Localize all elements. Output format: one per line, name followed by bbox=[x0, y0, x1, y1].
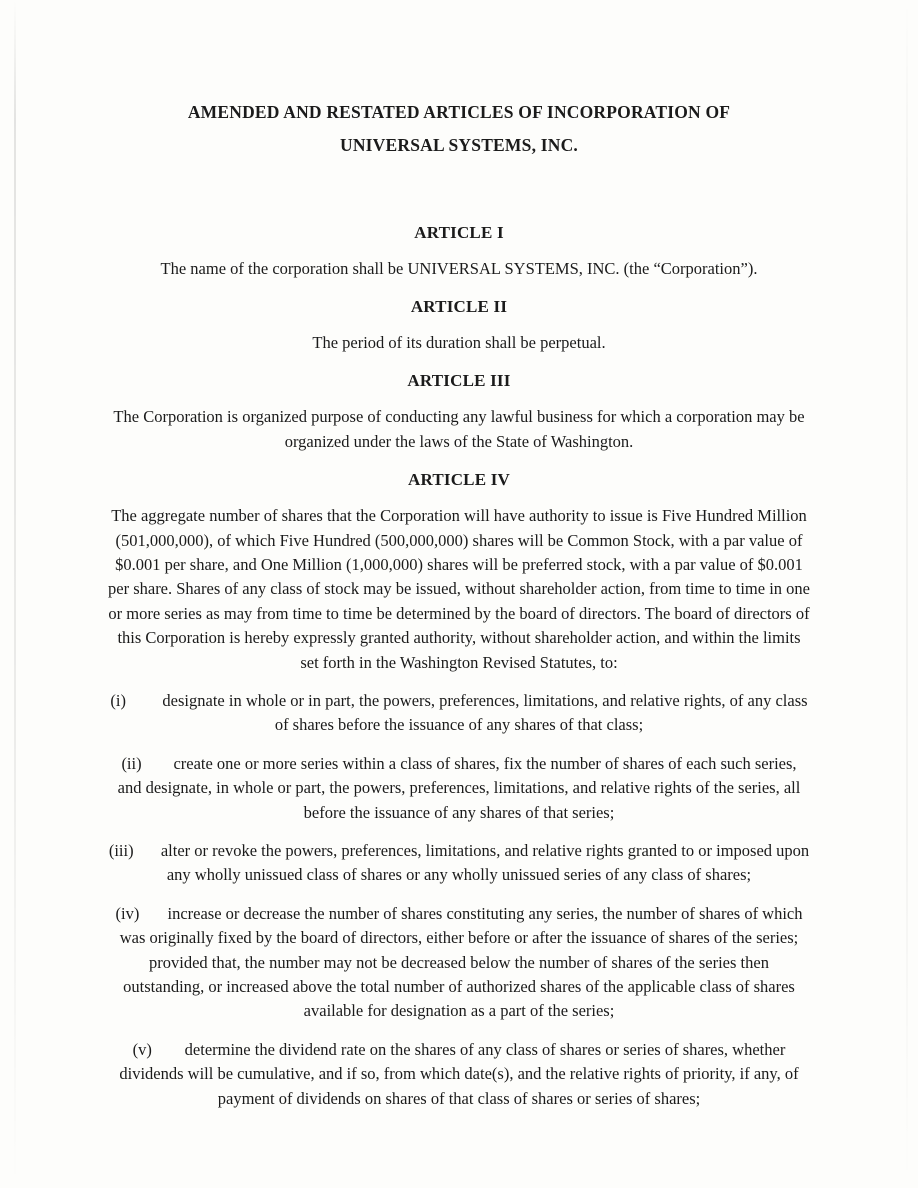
article-heading-ii: ARTICLE II bbox=[410, 296, 508, 316]
list-item-marker: (iii) bbox=[108, 841, 134, 860]
list-item-text: determine the dividend rate on the shares of any class of shares or series of shares, whether dividends will be cumulative, and if so, from which date(s), and the relative rights of priority, if any, of payment of dividends on shares of that class of shares or series of shares; bbox=[119, 1039, 799, 1108]
list-item bbox=[108, 902, 810, 1024]
article-body-iii: The Corporation is organized purpose of conducting any lawful business for which a corporation may be organized under the laws of the State of Washington. bbox=[113, 407, 805, 451]
list-item bbox=[108, 689, 810, 738]
scan-edge-right bbox=[906, 0, 908, 1188]
list-item-text: increase or decrease the number of shares constituting any series, the number of shares of which was originally fixed by the board of directors, either before or after the issuance of shares of the series; provided that, the number may not be decreased below the number of shares of the series then outstanding, or increased above the total number of authorized shares of the applicable class of shares available for designation as a part of the series; bbox=[119, 903, 803, 1021]
list-item-marker: (iv) bbox=[115, 903, 140, 923]
list-item bbox=[108, 839, 810, 888]
list-item-marker: (v) bbox=[132, 1039, 152, 1059]
list-item bbox=[108, 752, 810, 825]
list-item-text: create one or more series within a class of shares, fix the number of shares of each such series, and designate, in whole or part, the powers, preferences, limitations, and relative rights of the series, all before the issuance of any shares of that series; bbox=[117, 753, 801, 822]
article-heading-i: ARTICLE I bbox=[414, 222, 504, 242]
document-title-line-2: UNIVERSAL SYSTEMS, INC. bbox=[340, 135, 578, 156]
list-item-text: designate in whole or in part, the powers, preferences, limitations, and relative rights, of any class of shares before the issuance of any shares of that class; bbox=[162, 690, 808, 735]
scan-edge-left bbox=[14, 0, 16, 1188]
article-body-ii: The period of its duration shall be perpetual. bbox=[312, 332, 606, 352]
article-heading-iv: ARTICLE IV bbox=[407, 470, 510, 490]
list-item bbox=[108, 1038, 810, 1111]
article-body-i: The name of the corporation shall be UNIVERSAL SYSTEMS, INC. (the “Corporation”). bbox=[160, 258, 758, 278]
document-title-line-1: AMENDED AND RESTATED ARTICLES OF INCORPORATION OF bbox=[187, 102, 731, 122]
list-item-text: alter or revoke the powers, preferences, limitations, and relative rights granted to or imposed upon any wholly unissued class of shares or any wholly unissued series of any class of shares; bbox=[160, 841, 810, 885]
list-item-marker: (i) bbox=[110, 690, 126, 710]
article-heading-iii: ARTICLE III bbox=[407, 371, 511, 391]
list-item-marker: (ii) bbox=[121, 753, 142, 773]
article-body-iv: The aggregate number of shares that the Corporation will have authority to issue is Five Hundred Million (501,000,000), of which Five Hundred (500,000,000) shares will be Common Stock, with a par value of $0.001 per share, and One Million (1,000,000) shares will be preferred stock, with a par value of $0.001 per share. Shares of any class of stock may be issued, without shareholder action, from time to time in one or more series as may from time to time be determined by the board of directors. The board of directors of this Corporation is hereby expressly granted authority, without shareholder action, and within the limits set forth in the Washington Revised Statutes, to: bbox=[108, 506, 810, 672]
document-title bbox=[108, 96, 810, 163]
